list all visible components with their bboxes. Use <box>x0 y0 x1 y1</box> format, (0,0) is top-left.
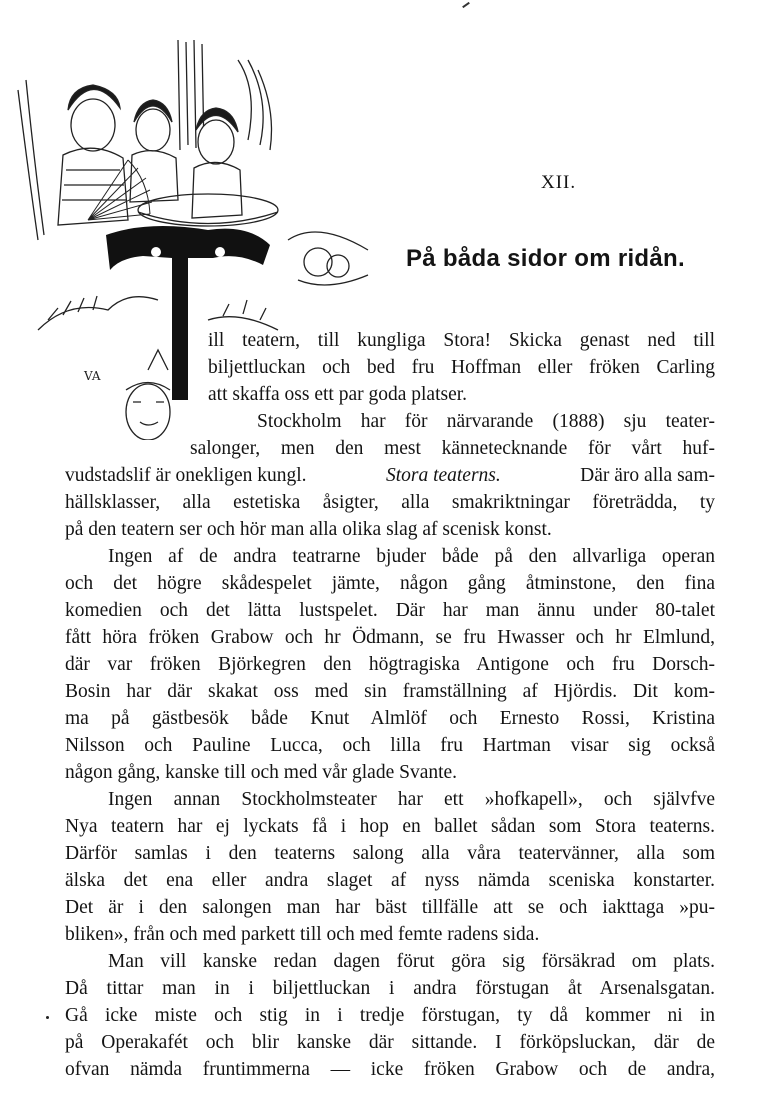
text-line: komedien och det lätta lustspelet. Där har man ännu under 80-talet <box>65 600 715 621</box>
chapter-number: XII. <box>541 172 577 193</box>
text-line: Nya teatern har ej lyckats få i hop en ballet sådan som Stora teaterns. <box>65 816 715 837</box>
text-line: Därför samlas i den teaterns salong alla våra teatervänner, alla som <box>65 843 715 864</box>
text-line: fått höra fröken Grabow och hr Ödmann, se fru Hwasser och hr Elmlund, <box>65 627 715 648</box>
text-line: där var fröken Björkegren den högtragiska Antigone och fru Dorsch- <box>65 654 715 675</box>
text-line: hällsklasser, alla estetiska åsigter, alla smakriktningar företrädda, ty <box>65 492 715 513</box>
theatre-mask <box>126 350 170 440</box>
text-line: ma på gästbesök både Knut Almlöf och Ernesto Rossi, Kristina <box>65 708 715 729</box>
text-line: Stockholm har för närvarande (1888) sju teater- <box>257 411 715 432</box>
text-line: Det är i den salongen man har bäst tillfälle att se och iakttaga »pu- <box>65 897 715 918</box>
text-line: någon gång, kanske till och med vår glade Svante. <box>65 762 458 783</box>
text-line <box>65 462 715 489</box>
text-line: biljettluckan och bed fru Hoffman eller fröken Carling <box>208 357 715 378</box>
text-line: bliken», från och med parkett till och med femte radens sida. <box>65 924 540 945</box>
text-line: på den teatern ser och hör man alla olika slag af scenisk konst. <box>65 519 552 540</box>
woman-figure-left <box>58 85 128 225</box>
text-line: Då tittar man in i biljettluckan i andra förstugan åt Arsenalsgatan. <box>65 978 715 999</box>
text-line: Man vill kanske redan dagen förut göra sig försäkrad om plats. <box>108 951 715 972</box>
text-line: och det högre skådespelet jämte, någon gång åtminstone, den fina <box>65 573 715 594</box>
text-line: ill teatern, till kungliga Stora! Skicka genast ned till <box>208 330 715 351</box>
text-segment: vudstadslif är onekligen kungl. <box>65 465 307 486</box>
text-line: älska det ena eller andra slaget af nyss nämda sceniska konstarter. <box>65 870 715 891</box>
text-segment: Där äro alla sam- <box>580 465 715 486</box>
fan <box>88 160 152 220</box>
ink-fleck <box>46 1016 49 1019</box>
text-line: Ingen af de andra teatrarne bjuder både på den allvarliga operan <box>108 546 715 567</box>
chapter-title: På båda sidor om ridån. <box>406 245 685 272</box>
text-line: Bosin har där skakat oss med sin framställning af Hjördis. Dit kom- <box>65 681 715 702</box>
text-line: ofvan nämda fruntimmerna — icke fröken Grabow och de andra, <box>65 1059 715 1080</box>
text-line: Nilsson och Pauline Lucca, och lilla fru Hartman visar sig också <box>65 735 715 756</box>
text-line: Ingen annan Stockholmsteater har ett »hofkapell», och självfve <box>108 789 715 810</box>
text-line: att skaffa oss ett par goda platser. <box>208 384 468 405</box>
text-line: Gå icke miste och stig in i tredje förstugan, ty då kommer ni in <box>65 1005 715 1026</box>
text-segment-italic: Stora teaterns. <box>385 465 501 486</box>
ink-mark <box>462 2 470 8</box>
text-line: på Operakafét och blir kanske där sittande. I förköpsluckan, där de <box>65 1032 715 1053</box>
text-line: salonger, men den mest kännetecknande för vårt huf- <box>190 438 715 459</box>
artist-signature: VA <box>84 369 101 383</box>
woman-figure-right <box>192 108 242 218</box>
woman-figure-center <box>130 100 178 202</box>
